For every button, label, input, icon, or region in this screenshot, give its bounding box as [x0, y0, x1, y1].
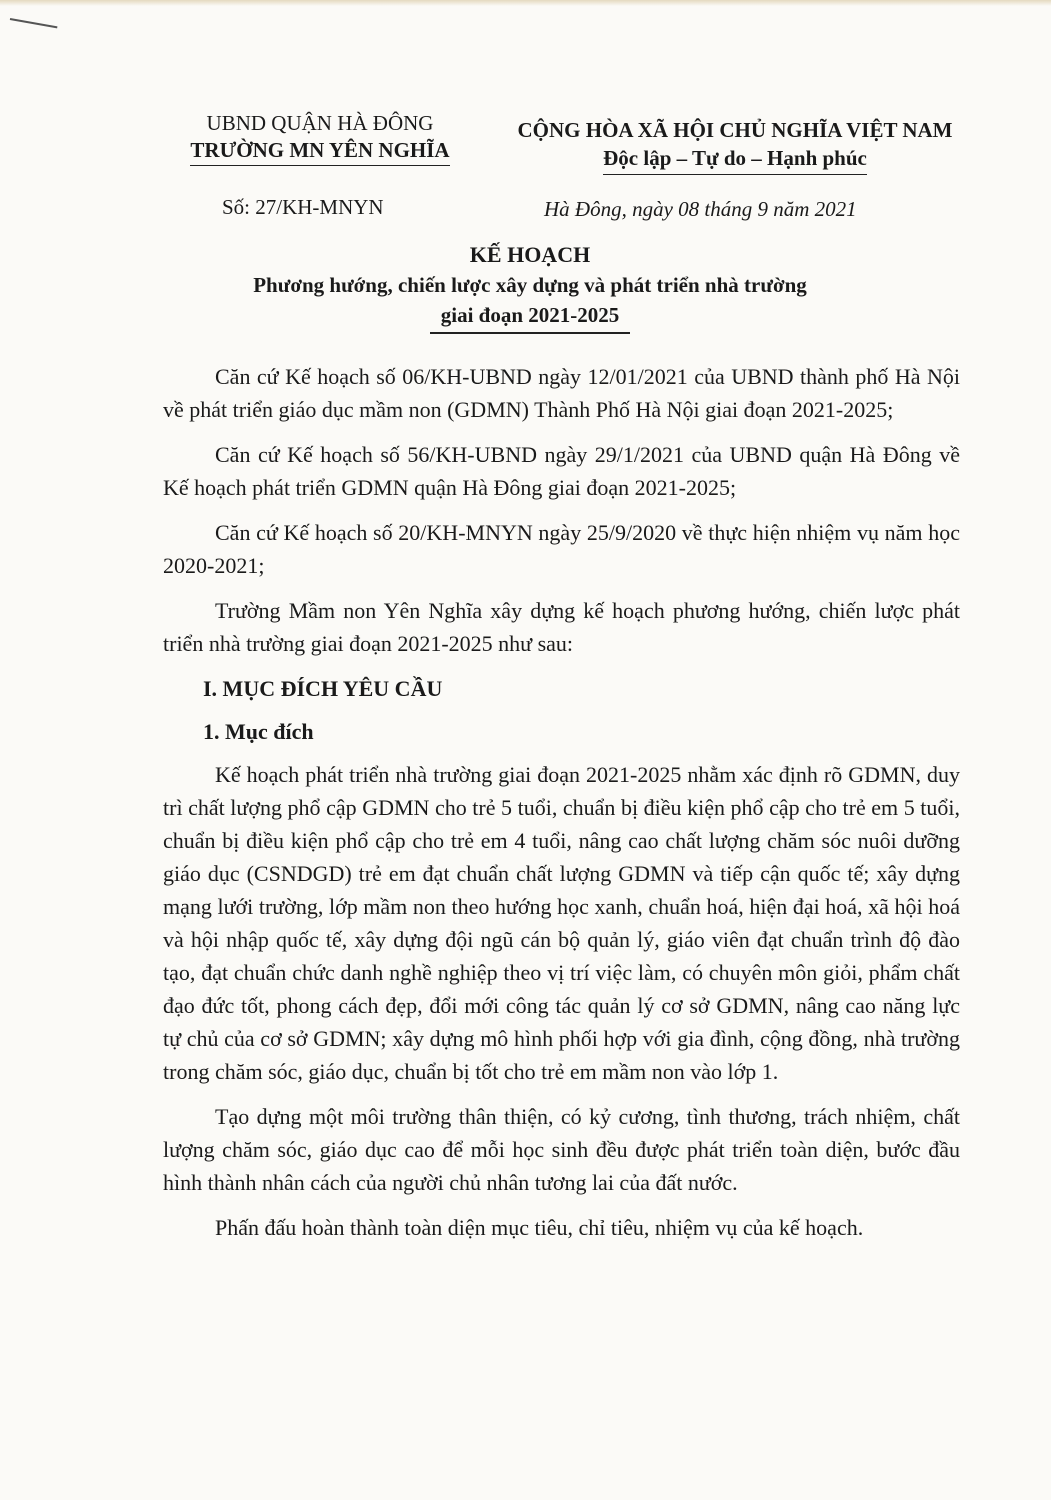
pen-mark	[10, 18, 58, 28]
title-block	[200, 240, 860, 334]
national-header	[495, 116, 975, 175]
paragraph-environment: Tạo dựng một môi trường thân thiện, có kỷ cương, tình thương, trách nhiệm, chất lượng chăm sóc, giáo dục cao để mỗi học sinh đều được phát triển toàn diện, bước đầu hình thành nhân cách của người chủ nhân tương lai của đất nước.	[163, 1104, 960, 1195]
title-rule	[430, 332, 630, 334]
paragraph-basis-1: Căn cứ Kế hoạch số 06/KH-UBND ngày 12/01/2021 của UBND thành phố Hà Nội về phát triển giáo dục mầm non (GDMN) Thành Phố Hà Nội giai đoạn 2021-2025;	[163, 364, 960, 422]
document-title: KẾ HOẠCH	[469, 242, 591, 267]
paragraph-purpose: Kế hoạch phát triển nhà trường giai đoạn 2021-2025 nhằm xác định rõ GDMN, duy trì chất lượng phổ cập GDMN cho trẻ 5 tuổi, chuẩn bị điều kiện phổ cập cho trẻ em 5 tuổi, chuẩn bị điều kiện phổ cập cho trẻ em 4 tuổi, nâng cao chất lượng chăm sóc nuôi dưỡng giáo dục (CSNDGD) trẻ em đạt chuẩn chất lượng GDMN và tiếp cận quốc tế; xây dựng mạng lưới trường, lớp mầm non theo hướng học xanh, chuẩn hoá, hiện đại hoá, xã hội hoá và hội nhập quốc tế, xây dựng đội ngũ cán bộ quản lý, giáo viên đạt chuẩn trình độ đào tạo, đạt chuẩn chức danh nghề nghiệp theo vị trí việc làm, có chuyên môn giỏi, phẩm chất đạo đức tốt, phong cách đẹp, đổi mới công tác quản lý cơ sở GDMN, nâng cao năng lực tự chủ của cơ sở GDMN; xây dựng mô hình phối hợp với gia đình, cộng đồng, nhà trường trong chăm sóc, giáo dục, chuẩn bị tốt cho trẻ em mầm non vào lớp 1.	[163, 762, 960, 1084]
document-body	[163, 360, 960, 1256]
paragraph-goal: Phấn đấu hoàn thành toàn diện mục tiêu, chỉ tiêu, nhiệm vụ của kế hoạch.	[215, 1215, 864, 1240]
school-name: TRƯỜNG MN YÊN NGHĨA	[190, 136, 449, 166]
section-heading: I. MỤC ĐÍCH YÊU CẦU	[203, 676, 443, 701]
place-date: Hà Đông, ngày 08 tháng 9 năm 2021	[544, 197, 857, 221]
motto: Độc lập – Tự do – Hạnh phúc	[603, 144, 867, 175]
subsection-heading: 1. Mục đích	[203, 719, 314, 744]
title-line-2: giai đoạn 2021-2025	[440, 303, 620, 327]
paragraph-basis-2: Căn cứ Kế hoạch số 56/KH-UBND ngày 29/1/2021 của UBND quận Hà Đông về Kế hoạch phát triển GDMN quận Hà Đông giai đoạn 2021-2025;	[163, 442, 960, 500]
issuer-block	[160, 110, 480, 166]
agency-name: UBND QUẬN HÀ ĐÔNG	[206, 111, 434, 135]
nation-name: CỘNG HÒA XÃ HỘI CHỦ NGHĨA VIỆT NAM	[517, 118, 953, 142]
paragraph-intro: Trường Mầm non Yên Nghĩa xây dựng kế hoạch phương hướng, chiến lược phát triển nhà trường giai đoạn 2021-2025 như sau:	[163, 598, 960, 656]
document-number: Số: 27/KH-MNYN	[222, 195, 384, 219]
scan-edge	[0, 0, 1051, 6]
title-line-1: Phương hướng, chiến lược xây dựng và phát triển nhà trường	[253, 273, 807, 297]
paragraph-basis-3: Căn cứ Kế hoạch số 20/KH-MNYN ngày 25/9/2020 về thực hiện nhiệm vụ năm học 2020-2021;	[163, 520, 960, 578]
